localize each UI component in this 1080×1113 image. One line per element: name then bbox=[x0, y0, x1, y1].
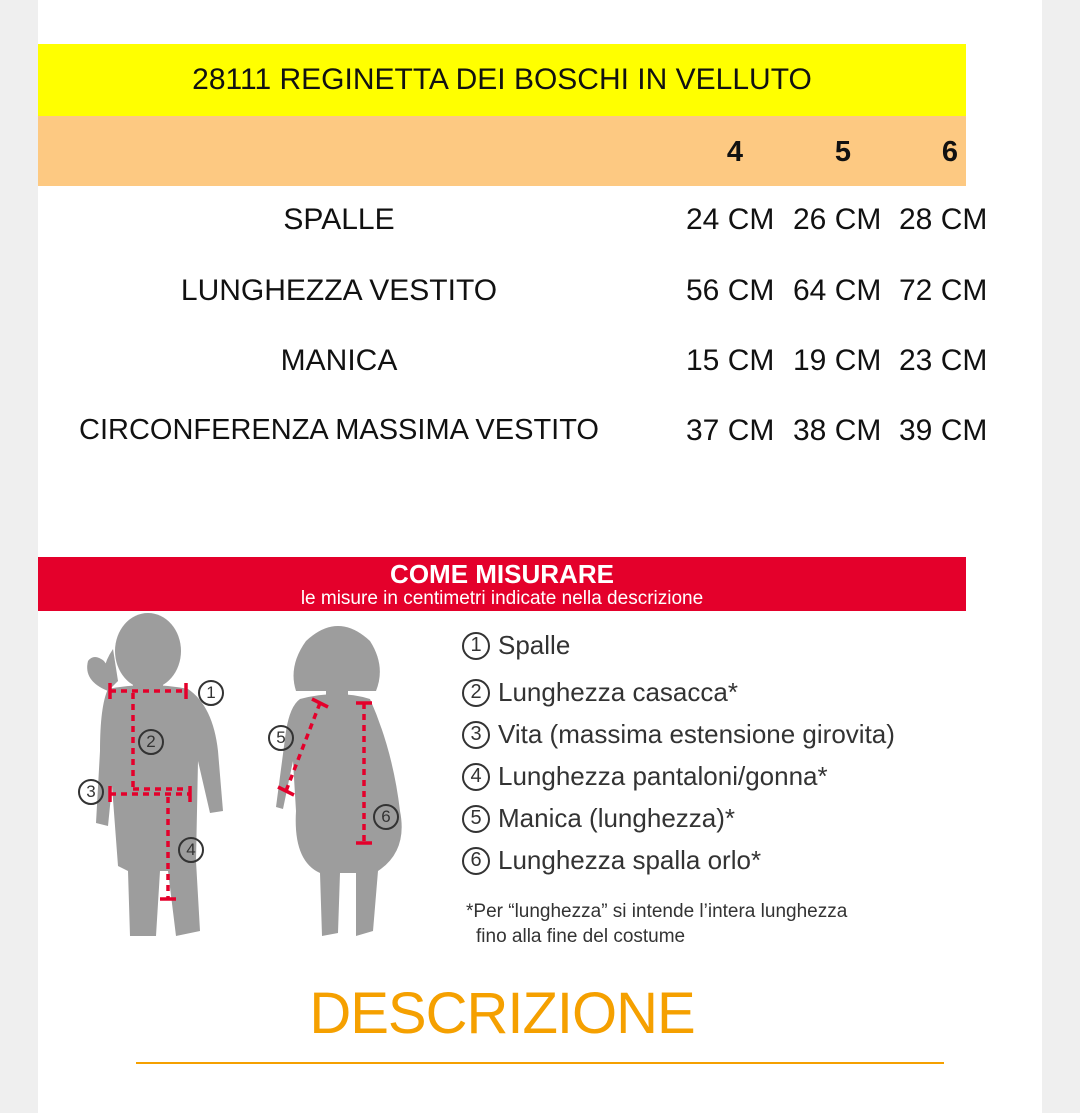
row-value: 72 CM bbox=[899, 274, 988, 307]
figure-label-3: 3 bbox=[78, 779, 104, 805]
how-to-measure-panel bbox=[38, 557, 966, 965]
boy-silhouette-icon bbox=[87, 613, 223, 936]
girl-silhouette-icon bbox=[276, 626, 402, 936]
size-header-4: 4 bbox=[726, 136, 744, 168]
description-divider bbox=[136, 1062, 944, 1064]
row-value: 56 CM bbox=[686, 274, 775, 307]
legend-item-3: 3 Vita (massima estensione girovita) bbox=[462, 719, 895, 750]
figure-label-4: 4 bbox=[178, 837, 204, 863]
legend-item-6: 6 Lunghezza spalla orlo* bbox=[462, 845, 761, 876]
measure-note-line-1: *Per “lunghezza” si intende l’intera lunghezza bbox=[466, 901, 848, 922]
row-value: 37 CM bbox=[686, 414, 775, 447]
size-header-5: 5 bbox=[834, 136, 852, 168]
row-value: 23 CM bbox=[899, 344, 988, 377]
how-to-measure-title: COME MISURARE bbox=[390, 559, 614, 589]
measure-note-line-2: fino alla fine del costume bbox=[476, 926, 686, 947]
how-to-measure-banner bbox=[38, 557, 966, 611]
size-header-6: 6 bbox=[941, 136, 959, 168]
row-label-circonferenza: CIRCONFERENZA MASSIMA VESTITO bbox=[79, 414, 599, 446]
legend-item-4: 4 Lunghezza pantaloni/gonna* bbox=[462, 761, 828, 792]
legend-item-1: 1 Spalle bbox=[462, 630, 570, 661]
figure-label-5: 5 bbox=[268, 725, 294, 751]
legend-item-2: 2 Lunghezza casacca* bbox=[462, 677, 738, 708]
row-label-manica: MANICA bbox=[280, 344, 398, 377]
product-title: 28111 REGINETTA DEI BOSCHI IN VELLUTO bbox=[38, 44, 966, 116]
row-label-spalle: SPALLE bbox=[283, 203, 395, 236]
row-label-lunghezza-vestito: LUNGHEZZA VESTITO bbox=[180, 274, 498, 307]
row-value: 39 CM bbox=[899, 414, 988, 447]
figure-label-1: 1 bbox=[198, 680, 224, 706]
row-value: 15 CM bbox=[686, 344, 775, 377]
figure-label-2: 2 bbox=[138, 729, 164, 755]
description-heading: DESCRIZIONE bbox=[309, 981, 695, 1046]
row-value: 38 CM bbox=[793, 414, 882, 447]
figure-label-6: 6 bbox=[373, 804, 399, 830]
row-value: 24 CM bbox=[686, 203, 775, 236]
row-value: 64 CM bbox=[793, 274, 882, 307]
how-to-measure-subtitle: le misure in centimetri indicate nella descrizione bbox=[300, 588, 704, 609]
legend-item-5: 5 Manica (lunghezza)* bbox=[462, 803, 735, 834]
row-value: 19 CM bbox=[793, 344, 882, 377]
row-value: 26 CM bbox=[793, 203, 882, 236]
measure-note bbox=[466, 899, 946, 949]
row-value: 28 CM bbox=[899, 203, 988, 236]
